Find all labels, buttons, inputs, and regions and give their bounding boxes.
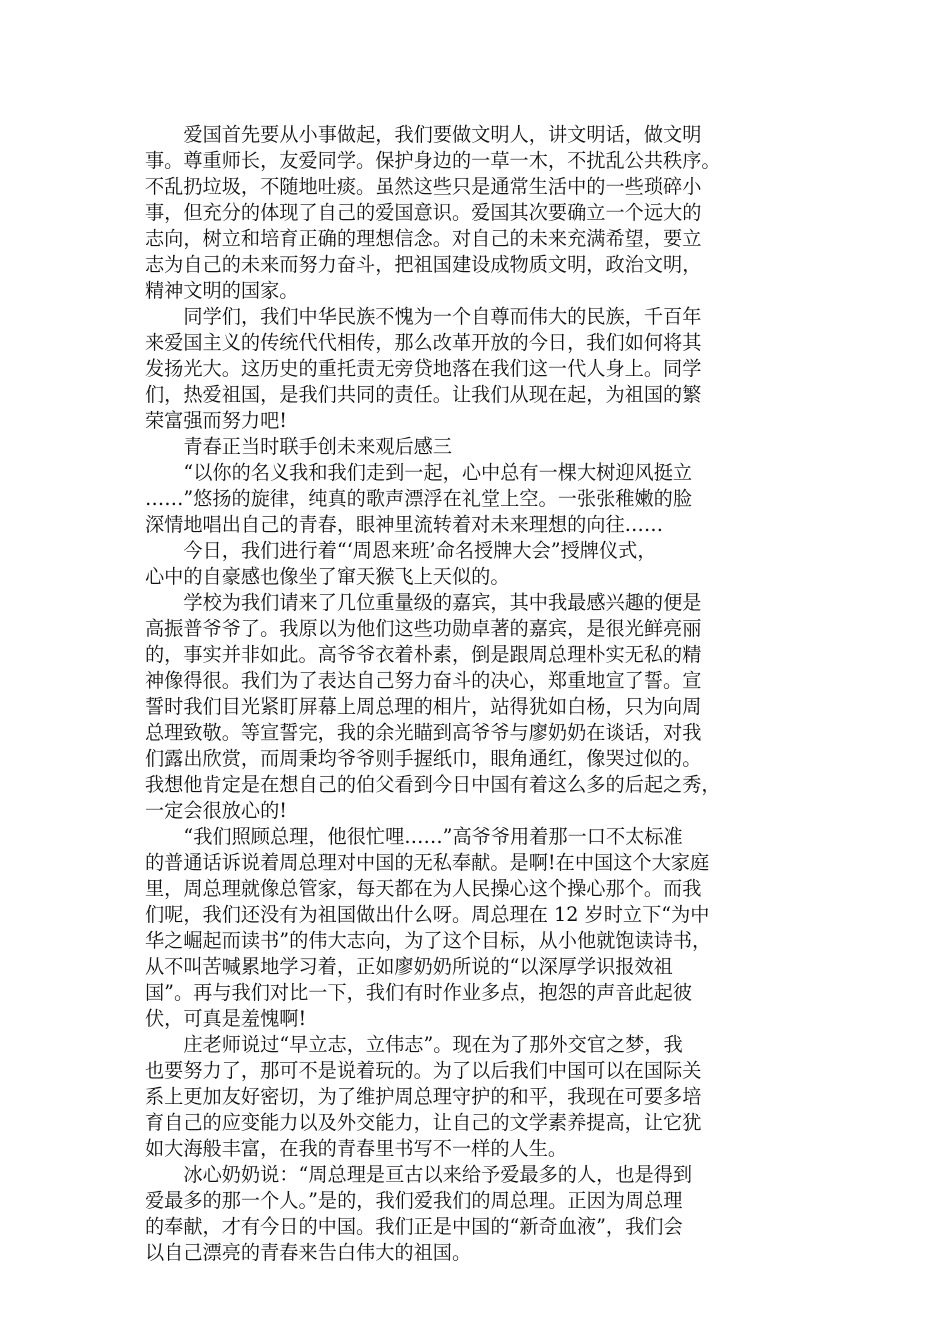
paragraph-2: 同学们，我们中华民族不愧为一个自尊而伟大的民族，千百年 来爱国主义的传统代代相传，那么改革开放的今日，我们如何将其 发扬光大。这历史的重托责无旁贷地落在我们这一代人身上。同学 们，热爱祖国，是我们共同的责任。让我们从现在起，为祖国的繁 荣富强而努力吧! [145,305,702,432]
paragraph-1: 爱国首先要从小事做起，我们要做文明人，讲文明话，做文明 事。尊重师长，友爱同学。保护身边的一草一木，不扰乱公共秩序。 不乱扔垃圾，不随地吐痰。虽然这些只是通常生活中的一些琐碎小 事，但充分的体现了自己的爱国意识。爱国其次要确立一个远大的 志向，树立和培育正确的理想信念。对自己的未来充满希望，要立 志为自己的未来而努力奋斗，把祖国建设成物质文明，政治文明， 精神文明的国家。 [145,123,721,302]
section-title: 青春正当时联手创未来观后感三 [183,435,453,458]
paragraph-5: 学校为我们请来了几位重量级的嘉宾，其中我最感兴趣的便是 高振普爷爷了。我原以为他们这些功勋卓著的嘉宾，是很光鲜亮丽 的，事实并非如此。高爷爷衣着朴素，倒是跟周总理朴实无私的精 神像得很。我们为了表达自己努力奋斗的决心，郑重地宣了誓。宣 誓时我们目光紧盯屏幕上周总理的相片，站得犹如白杨，只为向周 总理致敬。等宣誓完，我的余光瞄到高爷爷与廖奶奶在谈话，对我 们露出欣赏，而周秉均爷爷则手握纸巾，眼角通红，像哭过似的。 我想他肯定是在想自己的伯父看到今日中国有着这么多的后起之秀， 一定会很放心的! [145,591,721,822]
paragraph-4: 今日，我们进行着“‘周恩来班’命名授牌大会”授牌仪式， 心中的自豪感也像坐了窜天猴飞上天似的。 [145,539,657,588]
paragraph-7: 庄老师说过“早立志，立伟志”。现在为了那外交官之梦，我 也要努力了，那可不是说着玩的。为了以后我们中国可以在国际关 系上更加友好密切，为了维护周总理守护的和平，我现在可要多培 育自己的应变能力以及外交能力，让自己的文学素养提高，让它犹 如大海般丰富，在我的青春里书写不一样的人生。 [145,1033,702,1160]
paragraph-8: 冰心奶奶说：“周总理是亘古以来给予爱最多的人，也是得到 爱最多的那一个人。”是的，我们爱我们的周总理。正因为周总理 的奉献，才有今日的中国。我们正是中国的“新奇血液”，我们会 以自己漂亮的青春来告白伟大的祖国。 [145,1163,693,1264]
paragraph-6: “我们照顾总理，他很忙哩……”高爷爷用着那一口不太标准 的普通话诉说着周总理对中国的无私奉献。是啊!在中国这个大家庭 里，周总理就像总管家，每天都在为人民操心这个操心那个。而我 们呢，我们还没有为祖国做出什么呀。周总理在 12 岁时立下“为中 华之崛起而读书”的伟大志向，为了这个目标，从小他就饱读诗书， 从不叫苦喊累地学习着，正如廖奶奶所说的“以深厚学识报效祖 国”。再与我们对比一下，我们有时作业多点，抱怨的声音此起彼 伏，可真是羞愧啊! [145,825,712,1030]
document-body [145,122,813,1266]
paragraph-3: “以你的名义我和我们走到一起，心中总有一棵大树迎风挺立 ……”悠扬的旋律，纯真的歌声漂浮在礼堂上空。一张张稚嫩的脸 深情地唱出自己的青春，眼神里流转着对未来理想的向往…… [145,461,693,536]
